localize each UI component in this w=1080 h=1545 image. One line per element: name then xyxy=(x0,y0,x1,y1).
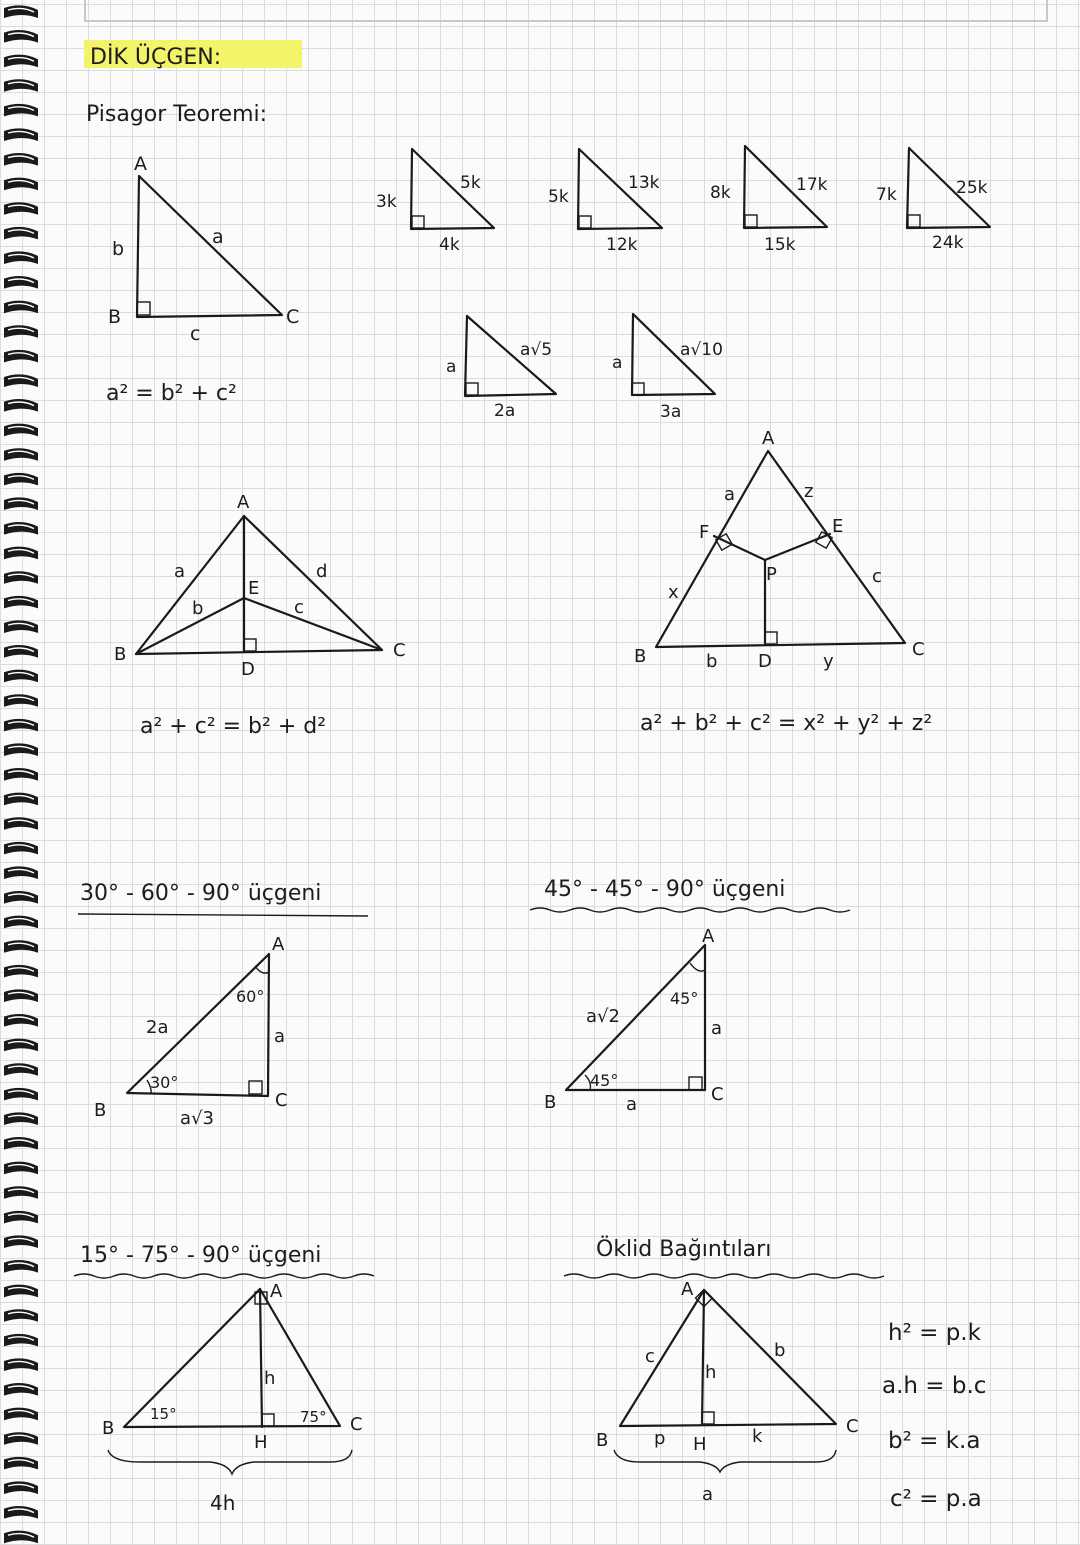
angle-c-label: 75° xyxy=(300,1408,327,1426)
segment-x-label: x xyxy=(668,582,679,603)
angle-a-label: 60° xyxy=(236,987,265,1006)
angle-a-label: 45° xyxy=(670,989,699,1008)
segment-a-label: a xyxy=(724,484,736,505)
right-angle-mark xyxy=(412,216,424,228)
heading-underline xyxy=(74,1274,374,1278)
triple-hyp: 5k xyxy=(460,173,481,193)
adjacent-label: a√3 xyxy=(180,1108,214,1129)
segment-a-label: a xyxy=(174,561,186,582)
vertex-b-label: B xyxy=(114,644,127,665)
vertex-a-label: A xyxy=(762,428,775,449)
vertex-c-label: C xyxy=(912,639,925,660)
triple-3-4-5 xyxy=(376,149,494,255)
vertex-b-label: B xyxy=(596,1430,609,1451)
vertex-c-label: C xyxy=(393,640,406,661)
interior-point-formula: a² + b² + c² = x² + y² + z² xyxy=(640,711,933,736)
section-oklid-heading: Öklid Bağıntıları xyxy=(596,1237,772,1262)
interior-point-figure xyxy=(634,428,925,672)
triple-hyp: 13k xyxy=(628,173,660,193)
segment-b-label: b xyxy=(192,598,204,619)
triple-5-12-13 xyxy=(548,149,662,255)
triangle-a-3a xyxy=(612,314,723,422)
triple-7-24-25 xyxy=(876,148,990,253)
page-title: DİK ÜÇGEN: xyxy=(90,45,222,70)
right-angle-mark xyxy=(137,302,150,315)
segment-p-label: p xyxy=(654,1428,666,1449)
pisagor-heading: Pisagor Teoremi: xyxy=(86,102,268,127)
right-angle-mark xyxy=(579,216,591,228)
base-brace xyxy=(108,1450,352,1474)
base-a-label: a xyxy=(702,1484,714,1505)
triple-hyp: 17k xyxy=(796,175,828,195)
oklid-formula-2: a.h = b.c xyxy=(882,1373,987,1399)
triple-8-15-17 xyxy=(710,146,828,255)
triple-leg1: 8k xyxy=(710,183,731,203)
triple-leg1: 5k xyxy=(548,187,569,207)
triple-leg1: 7k xyxy=(876,185,897,205)
vertex-a-label: A xyxy=(270,1281,283,1302)
base-brace xyxy=(614,1450,836,1472)
triangle-15-75-90 xyxy=(102,1281,363,1515)
point-f-label: F xyxy=(699,522,710,543)
triple-leg1: 3k xyxy=(376,192,397,212)
right-angle-mark xyxy=(466,383,478,395)
triangle-leg1: a xyxy=(446,357,457,377)
section-45-45-90-heading: 45° - 45° - 90° üçgeni xyxy=(544,877,786,902)
oklid-triangle xyxy=(596,1279,859,1505)
pythagoras-triangle xyxy=(108,153,299,345)
point-d-label: D xyxy=(241,659,255,680)
right-angle-mark xyxy=(908,215,920,227)
vertex-a-label: A xyxy=(702,926,715,947)
triangle-leg2: 2a xyxy=(494,401,516,421)
altitude-figure-formula: a² + c² = b² + d² xyxy=(140,714,327,739)
angle-b-label: 30° xyxy=(150,1073,179,1092)
oklid-formulas xyxy=(882,1320,986,1512)
triangle-30-60-90 xyxy=(94,934,288,1129)
vertex-a-label: A xyxy=(134,153,147,175)
side-c-label: c xyxy=(645,1346,655,1367)
vertex-b-label: B xyxy=(634,646,647,667)
altitude-point-figure xyxy=(114,492,406,680)
segment-k-label: k xyxy=(752,1426,763,1447)
segment-c-label: c xyxy=(294,597,304,618)
vertex-a-label: A xyxy=(681,1279,694,1300)
oklid-formula-3: b² = k.a xyxy=(888,1428,981,1454)
vertex-c-label: C xyxy=(275,1090,288,1111)
side-b-label: b xyxy=(112,238,125,260)
altitude-h-label: h xyxy=(264,1368,276,1389)
point-d-label: D xyxy=(758,651,772,672)
right-angle-mark xyxy=(244,639,256,651)
segment-z-label: z xyxy=(804,481,814,502)
pythagoras-triangle-shape xyxy=(137,176,282,317)
point-p-label: P xyxy=(766,564,777,585)
right-angle-mark-h xyxy=(262,1414,274,1426)
segment-d-label: d xyxy=(316,561,328,582)
segment-c-label: c xyxy=(872,566,882,587)
vertex-b-label: B xyxy=(544,1092,557,1113)
right-angle-mark-h xyxy=(702,1412,714,1424)
vertex-b-label: B xyxy=(94,1100,107,1121)
angle-b-label: 15° xyxy=(150,1405,177,1423)
side-b-label: b xyxy=(774,1340,786,1361)
foot-h-label: H xyxy=(693,1434,707,1455)
vertex-b-label: B xyxy=(102,1418,115,1439)
triangle-leg2: 3a xyxy=(660,402,682,422)
angle-arc-a xyxy=(690,963,705,971)
foot-h-label: H xyxy=(254,1432,268,1453)
vertical-leg-label: a xyxy=(711,1018,723,1039)
triple-leg2: 15k xyxy=(764,235,796,255)
pythagoras-formula: a² = b² + c² xyxy=(106,381,237,406)
triangle-hyp: a√10 xyxy=(680,340,723,360)
heading-underline xyxy=(530,908,850,912)
right-angle-mark xyxy=(745,215,757,227)
triangle-a-2a xyxy=(446,316,556,421)
vertex-c-label: C xyxy=(286,306,300,328)
section-15-75-90-heading: 15° - 75° - 90° üçgeni xyxy=(80,1243,322,1268)
vertex-c-label: C xyxy=(711,1084,724,1105)
vertex-c-label: C xyxy=(846,1416,859,1437)
angle-b-label: 45° xyxy=(590,1071,619,1090)
side-a-label: a xyxy=(212,226,224,248)
point-e-label: E xyxy=(832,516,844,537)
segment-y-label: y xyxy=(823,651,834,672)
triple-hyp: 25k xyxy=(956,178,988,198)
side-c-label: c xyxy=(190,323,201,345)
hypotenuse-label: a√2 xyxy=(586,1006,620,1027)
horizontal-leg-label: a xyxy=(626,1094,638,1115)
section-30-60-90-heading: 30° - 60° - 90° üçgeni xyxy=(80,881,322,906)
vertex-c-label: C xyxy=(350,1414,363,1435)
oklid-formula-1: h² = p.k xyxy=(888,1320,981,1346)
vertex-b-label: B xyxy=(108,306,122,328)
segment-b-label: b xyxy=(706,651,718,672)
vertex-a-label: A xyxy=(237,492,250,513)
right-angle-mark xyxy=(632,383,644,395)
oklid-formula-4: c² = p.a xyxy=(890,1486,982,1512)
point-e-label: E xyxy=(248,578,260,599)
triangle-leg1: a xyxy=(612,353,623,373)
triple-leg2: 24k xyxy=(932,233,964,253)
triangle-hyp: a√5 xyxy=(520,340,553,360)
right-angle-mark xyxy=(249,1081,262,1094)
triangle-45-45-90 xyxy=(544,926,724,1115)
triple-leg2: 12k xyxy=(606,235,638,255)
base-length-label: 4h xyxy=(210,1491,236,1515)
vertex-a-label: A xyxy=(272,934,285,955)
right-angle-mark xyxy=(689,1077,702,1090)
heading-underline xyxy=(78,914,368,916)
triple-leg2: 4k xyxy=(439,235,460,255)
hypotenuse-label: 2a xyxy=(146,1017,169,1038)
heading-underline xyxy=(564,1274,884,1278)
right-angle-mark xyxy=(765,632,777,644)
opposite-label: a xyxy=(274,1026,286,1047)
altitude-h-label: h xyxy=(705,1362,717,1383)
